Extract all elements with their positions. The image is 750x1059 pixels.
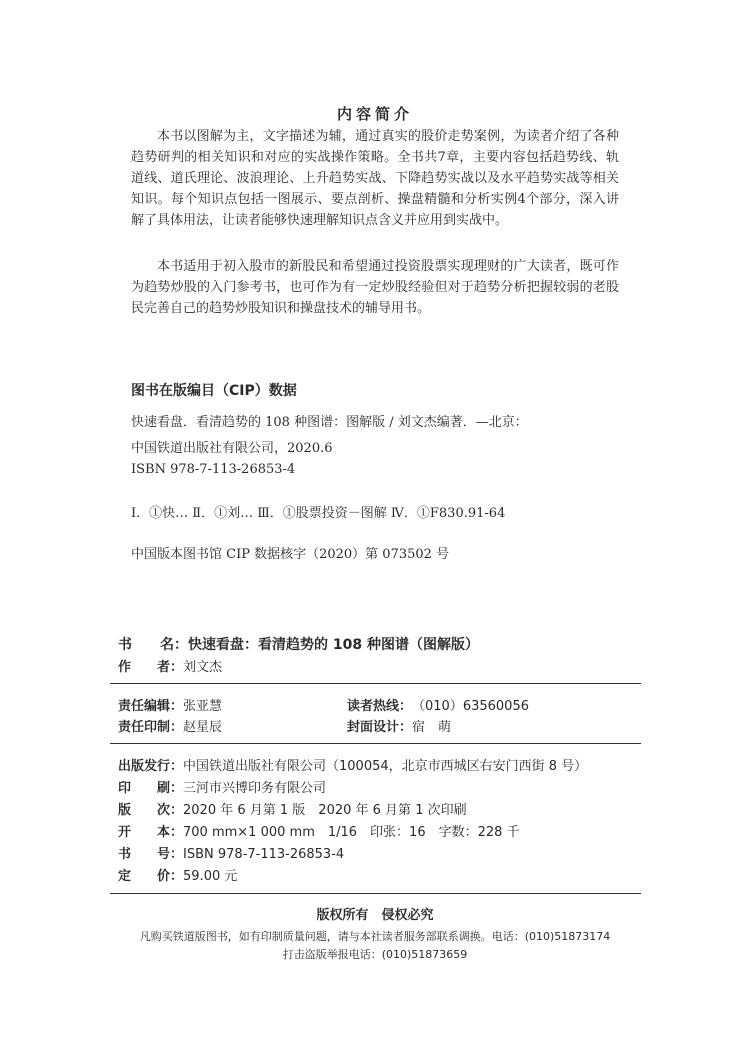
format-label: 开 本： — [118, 825, 184, 840]
book-author-label: 作 者： — [118, 660, 184, 675]
publisher-value: 中国铁道出版社有限公司（100054，北京市西城区右安门西街 8 号） — [183, 759, 588, 774]
cip-record: 中国版本图书馆 CIP 数据核字（2020）第 073502 号 — [131, 547, 450, 562]
cover-design-label: 封面设计： — [347, 720, 413, 735]
book-title-label: 书 名： — [118, 637, 188, 653]
editor-row — [118, 695, 222, 714]
quality-notice: 凡购买铁道版图书，如有印制质量问题，请与本社读者服务部联系调换。电话：(010)51873174 — [139, 930, 611, 943]
divider-2 — [110, 743, 641, 744]
price-row — [118, 865, 237, 884]
hotline-row — [347, 695, 529, 714]
print-supervisor-row — [118, 716, 222, 735]
book-author-row — [118, 656, 222, 675]
rights-notice: 版权所有 侵权必究 — [316, 908, 434, 923]
piracy-hotline: 打击盗版举报电话：(010)51873659 — [282, 948, 468, 961]
cover-design-row — [347, 716, 451, 735]
printer-label: 印 刷： — [118, 781, 184, 796]
cip-line-2: 中国铁道出版社有限公司，2020.6 — [131, 441, 333, 456]
cip-heading: 图书在版编目（CIP）数据 — [131, 383, 297, 399]
edition-row — [118, 799, 467, 818]
format-value: 700 mm×1 000 mm 1/16 印张：16 字数：228 千 — [183, 825, 520, 840]
hotline-label: 读者热线： — [347, 699, 413, 714]
book-title-value: 快速看盘：看清趋势的 108 种图谱（图解版） — [188, 637, 479, 653]
format-row — [118, 821, 520, 840]
isbn-label: 书 号： — [118, 847, 184, 862]
divider-3 — [110, 893, 641, 894]
summary-title: 内容简介 — [336, 105, 413, 123]
isbn-value: ISBN 978-7-113-26853-4 — [183, 847, 345, 862]
isbn-row — [118, 843, 344, 862]
book-author-value: 刘文杰 — [183, 660, 223, 675]
cip-isbn: ISBN 978-7-113-26853-4 — [131, 462, 296, 477]
print-supervisor-value: 赵星辰 — [183, 720, 223, 735]
editor-label: 责任编辑： — [118, 699, 184, 714]
price-value: 59.00 元 — [183, 869, 238, 884]
hotline-value: （010）63560056 — [412, 699, 529, 714]
book-title-row — [118, 634, 479, 654]
summary-paragraph-2: 本书适用于初入股市的新股民和希望通过投资股票实现理财的广大读者，既可作为趋势炒股的入门参考书，也可作为有一定炒股经验但对于趋势分析把握较弱的老股民完善自己的趋势炒股知识和操盘技术的辅导用书。 — [131, 259, 619, 316]
edition-label: 版 次： — [118, 803, 184, 818]
printer-value: 三河市兴博印务有限公司 — [183, 781, 327, 796]
summary-paragraph-1: 本书以图解为主，文字描述为辅，通过真实的股价走势案例，为读者介绍了各种趋势研判的相关知识和对应的实战操作策略。全书共7章，主要内容包括趋势线、轨道线、道氏理论、波浪理论、上升趋势实战、下降趋势实战以及水平趋势实战等相关知识。每个知识点包括一图展示、要点剖析、操盘精髓和分析实例4个部分，深入讲解了具体用法，让读者能够快速理解知识点含义并应用到实战中。 — [131, 129, 619, 228]
printer-row — [118, 777, 326, 796]
print-supervisor-label: 责任印制： — [118, 720, 184, 735]
publisher-row — [118, 755, 587, 774]
divider-1 — [110, 683, 641, 684]
edition-value: 2020 年 6 月第 1 版 2020 年 6 月第 1 次印刷 — [183, 803, 467, 818]
publisher-label: 出版发行： — [118, 759, 184, 774]
cover-design-value: 宿 萌 — [412, 720, 452, 735]
editor-value: 张亚慧 — [183, 699, 223, 714]
cip-line-1: 快速看盘．看清趋势的 108 种图谱：图解版 / 刘文杰编著．—北京： — [131, 415, 528, 430]
cip-classification: Ⅰ．①快… Ⅱ．①刘… Ⅲ．①股票投资－图解 Ⅳ．①F830.91-64 — [131, 506, 506, 521]
price-label: 定 价： — [118, 869, 184, 884]
